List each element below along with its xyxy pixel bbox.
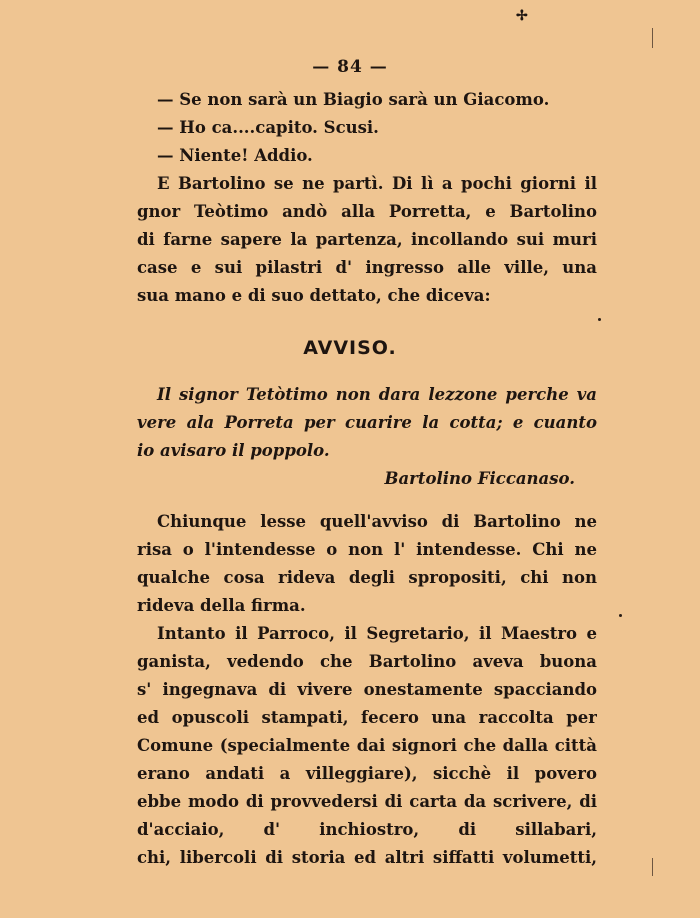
edge-mark xyxy=(652,28,653,48)
dialogue-line: — Ho ca....capito. Scusi. xyxy=(157,118,379,137)
text-line: erano andati a villeggiare), sicchè il povero xyxy=(137,764,597,783)
notice-line: vere ala Porreta per cuarire la cotta; e cuanto xyxy=(137,413,597,432)
paragraph-1 xyxy=(137,170,597,310)
text-line: Comune (specialmente dai signori che dalla città xyxy=(137,736,597,755)
page-number: — 84 — xyxy=(312,57,388,77)
text-line: ebbe modo di provvedersi di carta da scrivere, di xyxy=(137,792,597,811)
notice-signature: Bartolino Ficcanaso. xyxy=(384,469,575,488)
text-line: chi, libercoli di storia ed altri siffatti volumetti, xyxy=(137,848,597,867)
dialogue-line: — Se non sarà un Biagio sarà un Giacomo. xyxy=(157,90,550,109)
dialogue-line: — Niente! Addio. xyxy=(157,146,313,165)
text-line: rideva della firma. xyxy=(137,596,306,615)
text-line: E Bartolino se ne partì. Di lì a pochi giorni il xyxy=(157,174,597,193)
paragraph-3 xyxy=(137,620,597,872)
text-line: ganista, vedendo che Bartolino aveva buona xyxy=(137,652,597,671)
ink-mark: ✢ xyxy=(516,8,528,24)
text-line: qualche cosa rideva degli spropositi, chi non xyxy=(137,568,597,587)
notice-line: io avisaro il poppolo. xyxy=(137,441,330,460)
notice-line: Il signor Tetòtimo non dara lezzone perche va xyxy=(157,385,597,404)
text-line: d'acciaio, d' inchiostro, di sillabari, xyxy=(137,820,597,839)
dialogue-block xyxy=(137,86,597,170)
notice-heading: AVVISO. xyxy=(303,337,397,359)
edge-mark xyxy=(652,858,653,876)
text-line: s' ingegnava di vivere onestamente spacciando xyxy=(137,680,597,699)
text-line: risa o l'intendesse o non l' intendesse. Chi ne xyxy=(137,540,597,559)
text-line: case e sui pilastri d' ingresso alle ville, una xyxy=(137,258,597,277)
text-line: gnor Teòtimo andò alla Porretta, e Bartolino xyxy=(137,202,597,221)
text-line: sua mano e di suo dettato, che diceva: xyxy=(137,286,491,305)
text-line: di farne sapere la partenza, incollando sui muri xyxy=(137,230,597,249)
ink-speck xyxy=(598,318,601,321)
text-line: Chiunque lesse quell'avviso di Bartolino ne xyxy=(157,512,597,531)
paragraph-2 xyxy=(137,508,597,620)
text-line: Intanto il Parroco, il Segretario, il Maestro e xyxy=(157,624,597,643)
text-line: ed opuscoli stampati, fecero una raccolta per xyxy=(137,708,597,727)
notice-text xyxy=(137,381,597,493)
ink-speck xyxy=(619,614,622,617)
